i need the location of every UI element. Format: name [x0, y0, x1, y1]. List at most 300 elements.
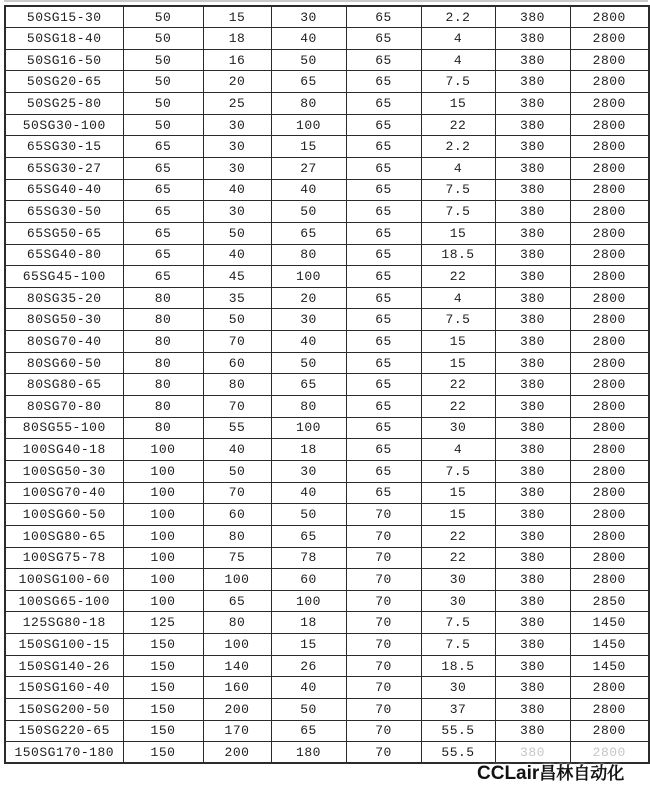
value-cell: 1450 [570, 655, 649, 677]
value-cell: 150 [123, 655, 203, 677]
model-cell: 65SG50-65 [5, 222, 123, 244]
value-cell: 150 [123, 720, 203, 742]
value-cell: 30 [421, 417, 495, 439]
value-cell: 40 [271, 28, 346, 50]
table-row [5, 525, 649, 547]
value-cell: 50 [123, 49, 203, 71]
value-cell: 4 [421, 49, 495, 71]
value-cell: 2800 [570, 49, 649, 71]
table-row [5, 417, 649, 439]
value-cell: 380 [495, 699, 570, 721]
table-row [5, 287, 649, 309]
value-cell: 2800 [570, 547, 649, 569]
value-cell: 2.2 [421, 136, 495, 158]
value-cell: 40 [271, 677, 346, 699]
value-cell: 60 [203, 504, 271, 526]
value-cell: 65 [346, 71, 421, 93]
value-cell: 2800 [570, 6, 649, 28]
value-cell: 380 [495, 720, 570, 742]
value-cell: 2800 [570, 244, 649, 266]
watermark-brand-cjk: 昌林自动化 [539, 764, 625, 783]
value-cell: 65 [346, 460, 421, 482]
value-cell: 50 [271, 49, 346, 71]
value-cell: 22 [421, 266, 495, 288]
model-cell: 50SG20-65 [5, 71, 123, 93]
value-cell: 70 [346, 525, 421, 547]
table-row [5, 201, 649, 223]
value-cell: 70 [346, 720, 421, 742]
value-cell: 380 [495, 655, 570, 677]
value-cell: 65 [123, 201, 203, 223]
value-cell: 20 [271, 287, 346, 309]
value-cell: 380 [495, 71, 570, 93]
table-row [5, 677, 649, 699]
model-cell: 100SG50-30 [5, 460, 123, 482]
value-cell: 65 [123, 266, 203, 288]
value-cell: 2800 [570, 439, 649, 461]
value-cell: 65 [123, 179, 203, 201]
value-cell: 65 [346, 331, 421, 353]
value-cell: 80 [203, 374, 271, 396]
value-cell: 2800 [570, 136, 649, 158]
model-cell: 65SG40-80 [5, 244, 123, 266]
value-cell: 50 [203, 222, 271, 244]
value-cell: 65 [123, 157, 203, 179]
value-cell: 2800 [570, 71, 649, 93]
table-row [5, 374, 649, 396]
value-cell: 75 [203, 547, 271, 569]
value-cell: 70 [203, 482, 271, 504]
value-cell: 30 [271, 6, 346, 28]
value-cell: 2800 [570, 114, 649, 136]
table-row [5, 244, 649, 266]
value-cell: 30 [421, 569, 495, 591]
value-cell: 7.5 [421, 612, 495, 634]
value-cell: 26 [271, 655, 346, 677]
value-cell: 65 [346, 396, 421, 418]
value-cell: 15 [421, 352, 495, 374]
model-cell: 50SG15-30 [5, 6, 123, 28]
value-cell: 80 [123, 352, 203, 374]
value-cell: 7.5 [421, 309, 495, 331]
value-cell: 200 [203, 742, 271, 764]
value-cell: 380 [495, 28, 570, 50]
value-cell: 380 [495, 309, 570, 331]
model-cell: 50SG18-40 [5, 28, 123, 50]
value-cell: 30 [203, 114, 271, 136]
model-cell: 65SG45-100 [5, 266, 123, 288]
value-cell: 80 [271, 93, 346, 115]
value-cell: 100 [123, 590, 203, 612]
model-cell: 150SG100-15 [5, 634, 123, 656]
value-cell: 15 [271, 634, 346, 656]
value-cell: 4 [421, 157, 495, 179]
value-cell: 70 [346, 699, 421, 721]
table-row [5, 742, 649, 764]
value-cell: 70 [203, 396, 271, 418]
value-cell: 1450 [570, 612, 649, 634]
value-cell: 70 [346, 547, 421, 569]
value-cell: 80 [123, 396, 203, 418]
value-cell: 65 [346, 6, 421, 28]
table-row [5, 331, 649, 353]
value-cell: 65 [271, 525, 346, 547]
table-row [5, 157, 649, 179]
value-cell: 80 [123, 331, 203, 353]
value-cell: 50 [271, 201, 346, 223]
value-cell: 2800 [570, 309, 649, 331]
value-cell: 380 [495, 331, 570, 353]
value-cell: 380 [495, 482, 570, 504]
value-cell: 65 [346, 157, 421, 179]
value-cell: 50 [271, 699, 346, 721]
table-row [5, 71, 649, 93]
value-cell: 80 [271, 244, 346, 266]
model-cell: 80SG60-50 [5, 352, 123, 374]
value-cell: 65 [203, 590, 271, 612]
cropped-row-remnant [4, 0, 648, 2]
pump-spec-table [4, 5, 650, 764]
table-row [5, 49, 649, 71]
value-cell: 15 [421, 482, 495, 504]
value-cell: 65 [346, 439, 421, 461]
value-cell: 65 [346, 28, 421, 50]
model-cell: 100SG65-100 [5, 590, 123, 612]
value-cell: 37 [421, 699, 495, 721]
value-cell: 380 [495, 222, 570, 244]
value-cell: 380 [495, 504, 570, 526]
value-cell: 380 [495, 352, 570, 374]
table-row [5, 612, 649, 634]
value-cell: 2800 [570, 504, 649, 526]
value-cell: 18 [203, 28, 271, 50]
value-cell: 80 [203, 525, 271, 547]
model-cell: 80SG55-100 [5, 417, 123, 439]
value-cell: 150 [123, 742, 203, 764]
table-row [5, 28, 649, 50]
model-cell: 125SG80-18 [5, 612, 123, 634]
value-cell: 50 [203, 460, 271, 482]
value-cell: 40 [203, 244, 271, 266]
value-cell: 35 [203, 287, 271, 309]
value-cell: 380 [495, 244, 570, 266]
value-cell: 70 [346, 677, 421, 699]
table-row [5, 547, 649, 569]
value-cell: 100 [271, 590, 346, 612]
value-cell: 70 [346, 569, 421, 591]
value-cell: 15 [421, 331, 495, 353]
value-cell: 22 [421, 374, 495, 396]
value-cell: 80 [123, 374, 203, 396]
value-cell: 30 [421, 677, 495, 699]
model-cell: 100SG70-40 [5, 482, 123, 504]
value-cell: 70 [346, 655, 421, 677]
value-cell: 100 [123, 460, 203, 482]
value-cell: 65 [123, 244, 203, 266]
watermark-brand-latin: CCLair [477, 763, 540, 784]
value-cell: 2800 [570, 374, 649, 396]
value-cell: 2800 [570, 352, 649, 374]
value-cell: 2800 [570, 417, 649, 439]
value-cell: 65 [346, 93, 421, 115]
value-cell: 60 [271, 569, 346, 591]
value-cell: 7.5 [421, 201, 495, 223]
value-cell: 55.5 [421, 742, 495, 764]
value-cell: 380 [495, 634, 570, 656]
value-cell: 100 [271, 114, 346, 136]
value-cell: 65 [346, 417, 421, 439]
value-cell: 2800 [570, 720, 649, 742]
value-cell: 50 [123, 114, 203, 136]
value-cell: 70 [346, 612, 421, 634]
model-cell: 100SG80-65 [5, 525, 123, 547]
model-cell: 100SG75-78 [5, 547, 123, 569]
value-cell: 380 [495, 742, 570, 764]
value-cell: 65 [346, 114, 421, 136]
value-cell: 100 [203, 569, 271, 591]
value-cell: 50 [271, 352, 346, 374]
value-cell: 80 [123, 309, 203, 331]
value-cell: 380 [495, 525, 570, 547]
value-cell: 80 [203, 612, 271, 634]
value-cell: 150 [123, 699, 203, 721]
table-row [5, 396, 649, 418]
value-cell: 30 [203, 201, 271, 223]
value-cell: 40 [271, 482, 346, 504]
model-cell: 50SG30-100 [5, 114, 123, 136]
value-cell: 65 [123, 222, 203, 244]
table-row [5, 136, 649, 158]
value-cell: 30 [271, 309, 346, 331]
value-cell: 200 [203, 699, 271, 721]
value-cell: 70 [346, 742, 421, 764]
model-cell: 80SG50-30 [5, 309, 123, 331]
value-cell: 25 [203, 93, 271, 115]
value-cell: 40 [203, 179, 271, 201]
value-cell: 380 [495, 569, 570, 591]
value-cell: 380 [495, 417, 570, 439]
model-cell: 50SG16-50 [5, 49, 123, 71]
value-cell: 22 [421, 114, 495, 136]
value-cell: 45 [203, 266, 271, 288]
value-cell: 27 [271, 157, 346, 179]
value-cell: 30 [421, 590, 495, 612]
table-row [5, 222, 649, 244]
value-cell: 2800 [570, 93, 649, 115]
value-cell: 15 [271, 136, 346, 158]
model-cell: 100SG40-18 [5, 439, 123, 461]
value-cell: 16 [203, 49, 271, 71]
value-cell: 2800 [570, 222, 649, 244]
model-cell: 65SG30-27 [5, 157, 123, 179]
value-cell: 55 [203, 417, 271, 439]
value-cell: 18.5 [421, 655, 495, 677]
value-cell: 2800 [570, 266, 649, 288]
value-cell: 2800 [570, 699, 649, 721]
value-cell: 20 [203, 71, 271, 93]
value-cell: 65 [346, 222, 421, 244]
value-cell: 65 [346, 482, 421, 504]
value-cell: 65 [123, 136, 203, 158]
value-cell: 4 [421, 287, 495, 309]
value-cell: 7.5 [421, 634, 495, 656]
value-cell: 380 [495, 439, 570, 461]
value-cell: 140 [203, 655, 271, 677]
value-cell: 50 [123, 6, 203, 28]
value-cell: 15 [421, 93, 495, 115]
value-cell: 150 [123, 634, 203, 656]
value-cell: 1450 [570, 634, 649, 656]
value-cell: 380 [495, 590, 570, 612]
value-cell: 100 [123, 547, 203, 569]
value-cell: 380 [495, 114, 570, 136]
value-cell: 50 [271, 504, 346, 526]
value-cell: 7.5 [421, 460, 495, 482]
value-cell: 65 [346, 309, 421, 331]
value-cell: 380 [495, 287, 570, 309]
value-cell: 380 [495, 547, 570, 569]
value-cell: 2800 [570, 201, 649, 223]
value-cell: 65 [346, 266, 421, 288]
value-cell: 2800 [570, 482, 649, 504]
table-row [5, 439, 649, 461]
value-cell: 380 [495, 136, 570, 158]
value-cell: 380 [495, 157, 570, 179]
value-cell: 50 [203, 309, 271, 331]
value-cell: 7.5 [421, 71, 495, 93]
value-cell: 80 [271, 396, 346, 418]
value-cell: 100 [271, 417, 346, 439]
table-row [5, 590, 649, 612]
value-cell: 2800 [570, 396, 649, 418]
value-cell: 2800 [570, 569, 649, 591]
value-cell: 55.5 [421, 720, 495, 742]
value-cell: 40 [203, 439, 271, 461]
value-cell: 18 [271, 439, 346, 461]
value-cell: 18.5 [421, 244, 495, 266]
value-cell: 2800 [570, 287, 649, 309]
value-cell: 2800 [570, 525, 649, 547]
value-cell: 380 [495, 6, 570, 28]
model-cell: 150SG220-65 [5, 720, 123, 742]
model-cell: 80SG80-65 [5, 374, 123, 396]
model-cell: 150SG160-40 [5, 677, 123, 699]
value-cell: 60 [203, 352, 271, 374]
model-cell: 65SG30-15 [5, 136, 123, 158]
model-cell: 150SG140-26 [5, 655, 123, 677]
model-cell: 150SG170-180 [5, 742, 123, 764]
value-cell: 380 [495, 49, 570, 71]
value-cell: 100 [123, 504, 203, 526]
value-cell: 65 [346, 49, 421, 71]
table-row [5, 460, 649, 482]
value-cell: 380 [495, 396, 570, 418]
model-cell: 80SG35-20 [5, 287, 123, 309]
value-cell: 15 [421, 504, 495, 526]
value-cell: 30 [203, 157, 271, 179]
value-cell: 15 [203, 6, 271, 28]
model-cell: 80SG70-80 [5, 396, 123, 418]
value-cell: 22 [421, 396, 495, 418]
value-cell: 30 [203, 136, 271, 158]
value-cell: 2800 [570, 677, 649, 699]
value-cell: 150 [123, 677, 203, 699]
table-row [5, 569, 649, 591]
value-cell: 100 [203, 634, 271, 656]
value-cell: 70 [346, 634, 421, 656]
value-cell: 380 [495, 201, 570, 223]
value-cell: 65 [346, 136, 421, 158]
table-row [5, 93, 649, 115]
value-cell: 2800 [570, 331, 649, 353]
value-cell: 65 [346, 179, 421, 201]
value-cell: 65 [271, 720, 346, 742]
value-cell: 18 [271, 612, 346, 634]
value-cell: 70 [203, 331, 271, 353]
value-cell: 80 [123, 417, 203, 439]
value-cell: 65 [346, 352, 421, 374]
value-cell: 380 [495, 374, 570, 396]
table-row [5, 6, 649, 28]
table-row [5, 179, 649, 201]
value-cell: 100 [271, 266, 346, 288]
table-row [5, 655, 649, 677]
value-cell: 22 [421, 547, 495, 569]
value-cell: 65 [346, 244, 421, 266]
value-cell: 30 [271, 460, 346, 482]
value-cell: 380 [495, 179, 570, 201]
model-cell: 65SG40-40 [5, 179, 123, 201]
value-cell: 50 [123, 71, 203, 93]
model-cell: 65SG30-50 [5, 201, 123, 223]
value-cell: 380 [495, 460, 570, 482]
value-cell: 160 [203, 677, 271, 699]
table-row [5, 699, 649, 721]
value-cell: 2800 [570, 742, 649, 764]
value-cell: 2800 [570, 157, 649, 179]
model-cell: 50SG25-80 [5, 93, 123, 115]
value-cell: 2800 [570, 179, 649, 201]
table-row [5, 352, 649, 374]
value-cell: 65 [346, 287, 421, 309]
table-row [5, 504, 649, 526]
watermark [477, 762, 649, 787]
value-cell: 100 [123, 439, 203, 461]
value-cell: 170 [203, 720, 271, 742]
model-cell: 80SG70-40 [5, 331, 123, 353]
table-body [5, 6, 649, 763]
value-cell: 50 [123, 28, 203, 50]
value-cell: 65 [346, 201, 421, 223]
table-row [5, 720, 649, 742]
table-row [5, 266, 649, 288]
value-cell: 40 [271, 179, 346, 201]
value-cell: 78 [271, 547, 346, 569]
value-cell: 4 [421, 28, 495, 50]
value-cell: 100 [123, 569, 203, 591]
value-cell: 4 [421, 439, 495, 461]
value-cell: 180 [271, 742, 346, 764]
value-cell: 380 [495, 266, 570, 288]
value-cell: 100 [123, 525, 203, 547]
value-cell: 125 [123, 612, 203, 634]
table-row [5, 114, 649, 136]
value-cell: 100 [123, 482, 203, 504]
table-row [5, 634, 649, 656]
value-cell: 15 [421, 222, 495, 244]
model-cell: 150SG200-50 [5, 699, 123, 721]
table-row [5, 309, 649, 331]
